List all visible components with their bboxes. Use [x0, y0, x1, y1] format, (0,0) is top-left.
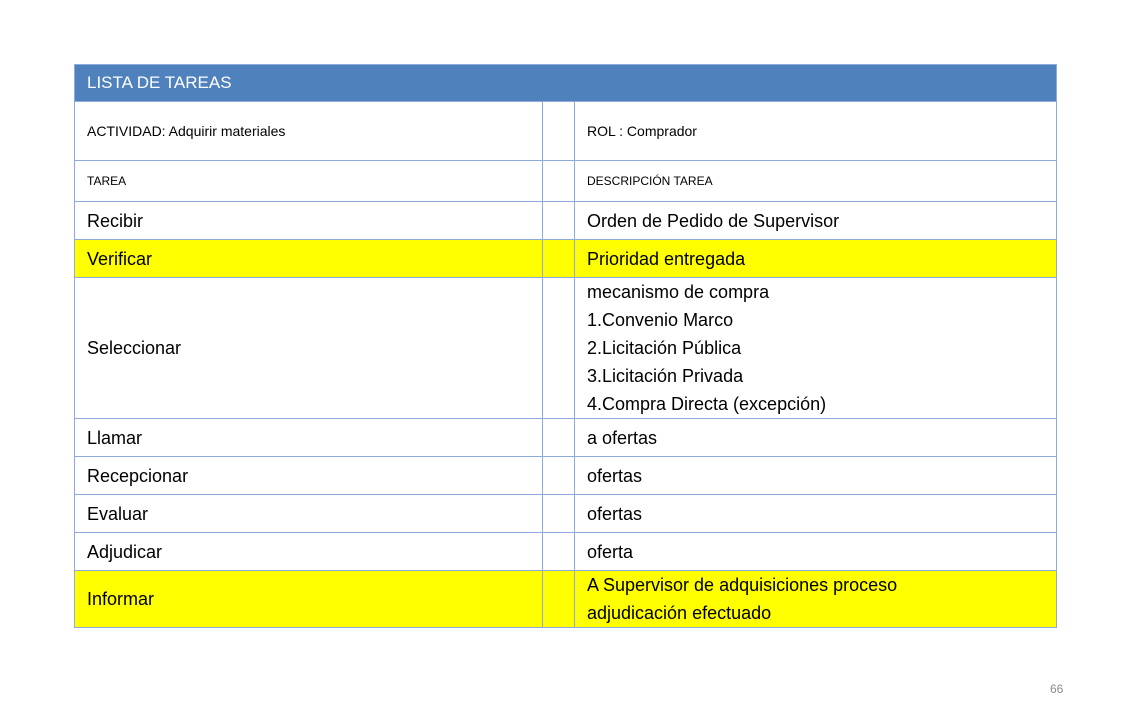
description-line: ofertas — [587, 503, 643, 524]
column-header-task: TAREA — [75, 161, 543, 202]
description-line: oferta — [587, 541, 634, 562]
task-name: Llamar — [75, 419, 543, 457]
task-list-table — [74, 64, 1057, 628]
column-header-description: DESCRIPCIÓN TAREA — [575, 161, 1057, 202]
spacer-cell — [543, 202, 575, 240]
description-line: mecanismo de compra — [587, 282, 770, 302]
description-line: a ofertas — [587, 427, 658, 448]
task-name: Adjudicar — [75, 533, 543, 571]
task-name: Seleccionar — [75, 278, 543, 419]
role-label: ROL : Comprador — [575, 102, 1057, 161]
description-line: Orden de Pedido de Supervisor — [587, 210, 840, 231]
table-row — [75, 278, 1057, 419]
task-name: Recepcionar — [75, 457, 543, 495]
task-name: Evaluar — [75, 495, 543, 533]
task-description — [575, 202, 1057, 240]
description-line: A Supervisor de adquisiciones proceso — [587, 575, 898, 595]
description-line: 1.Convenio Marco — [587, 310, 734, 330]
description-line: 4.Compra Directa (excepción) — [587, 394, 827, 414]
table-row — [75, 571, 1057, 628]
table-row — [75, 495, 1057, 533]
table-row — [75, 202, 1057, 240]
column-header-row — [75, 161, 1057, 202]
spacer-cell — [543, 278, 575, 419]
description-line: 2.Licitación Pública — [587, 338, 742, 358]
spacer-cell — [543, 161, 575, 202]
table-title-row — [75, 65, 1057, 102]
spacer-cell — [543, 102, 575, 161]
spacer-cell — [543, 457, 575, 495]
spacer-cell — [543, 533, 575, 571]
task-name: Verificar — [75, 240, 543, 278]
table-title: LISTA DE TAREAS — [75, 65, 1057, 102]
task-description — [575, 457, 1057, 495]
description-line: 3.Licitación Privada — [587, 366, 744, 386]
task-name: Informar — [75, 571, 543, 628]
spacer-cell — [543, 495, 575, 533]
table-row — [75, 533, 1057, 571]
description-line: Prioridad entregada — [587, 248, 746, 269]
task-description — [575, 571, 1057, 628]
task-description — [575, 278, 1057, 419]
task-description — [575, 240, 1057, 278]
activity-label: ACTIVIDAD: Adquirir materiales — [75, 102, 543, 161]
spacer-cell — [543, 571, 575, 628]
description-line: ofertas — [587, 465, 643, 486]
page-number: 66 — [1050, 682, 1064, 696]
table-row — [75, 419, 1057, 457]
spacer-cell — [543, 419, 575, 457]
table-row — [75, 457, 1057, 495]
table-row — [75, 240, 1057, 278]
task-description — [575, 495, 1057, 533]
description-line: adjudicación efectuado — [587, 603, 772, 623]
task-description — [575, 533, 1057, 571]
spacer-cell — [543, 240, 575, 278]
activity-role-row — [75, 102, 1057, 161]
task-name: Recibir — [75, 202, 543, 240]
task-description — [575, 419, 1057, 457]
